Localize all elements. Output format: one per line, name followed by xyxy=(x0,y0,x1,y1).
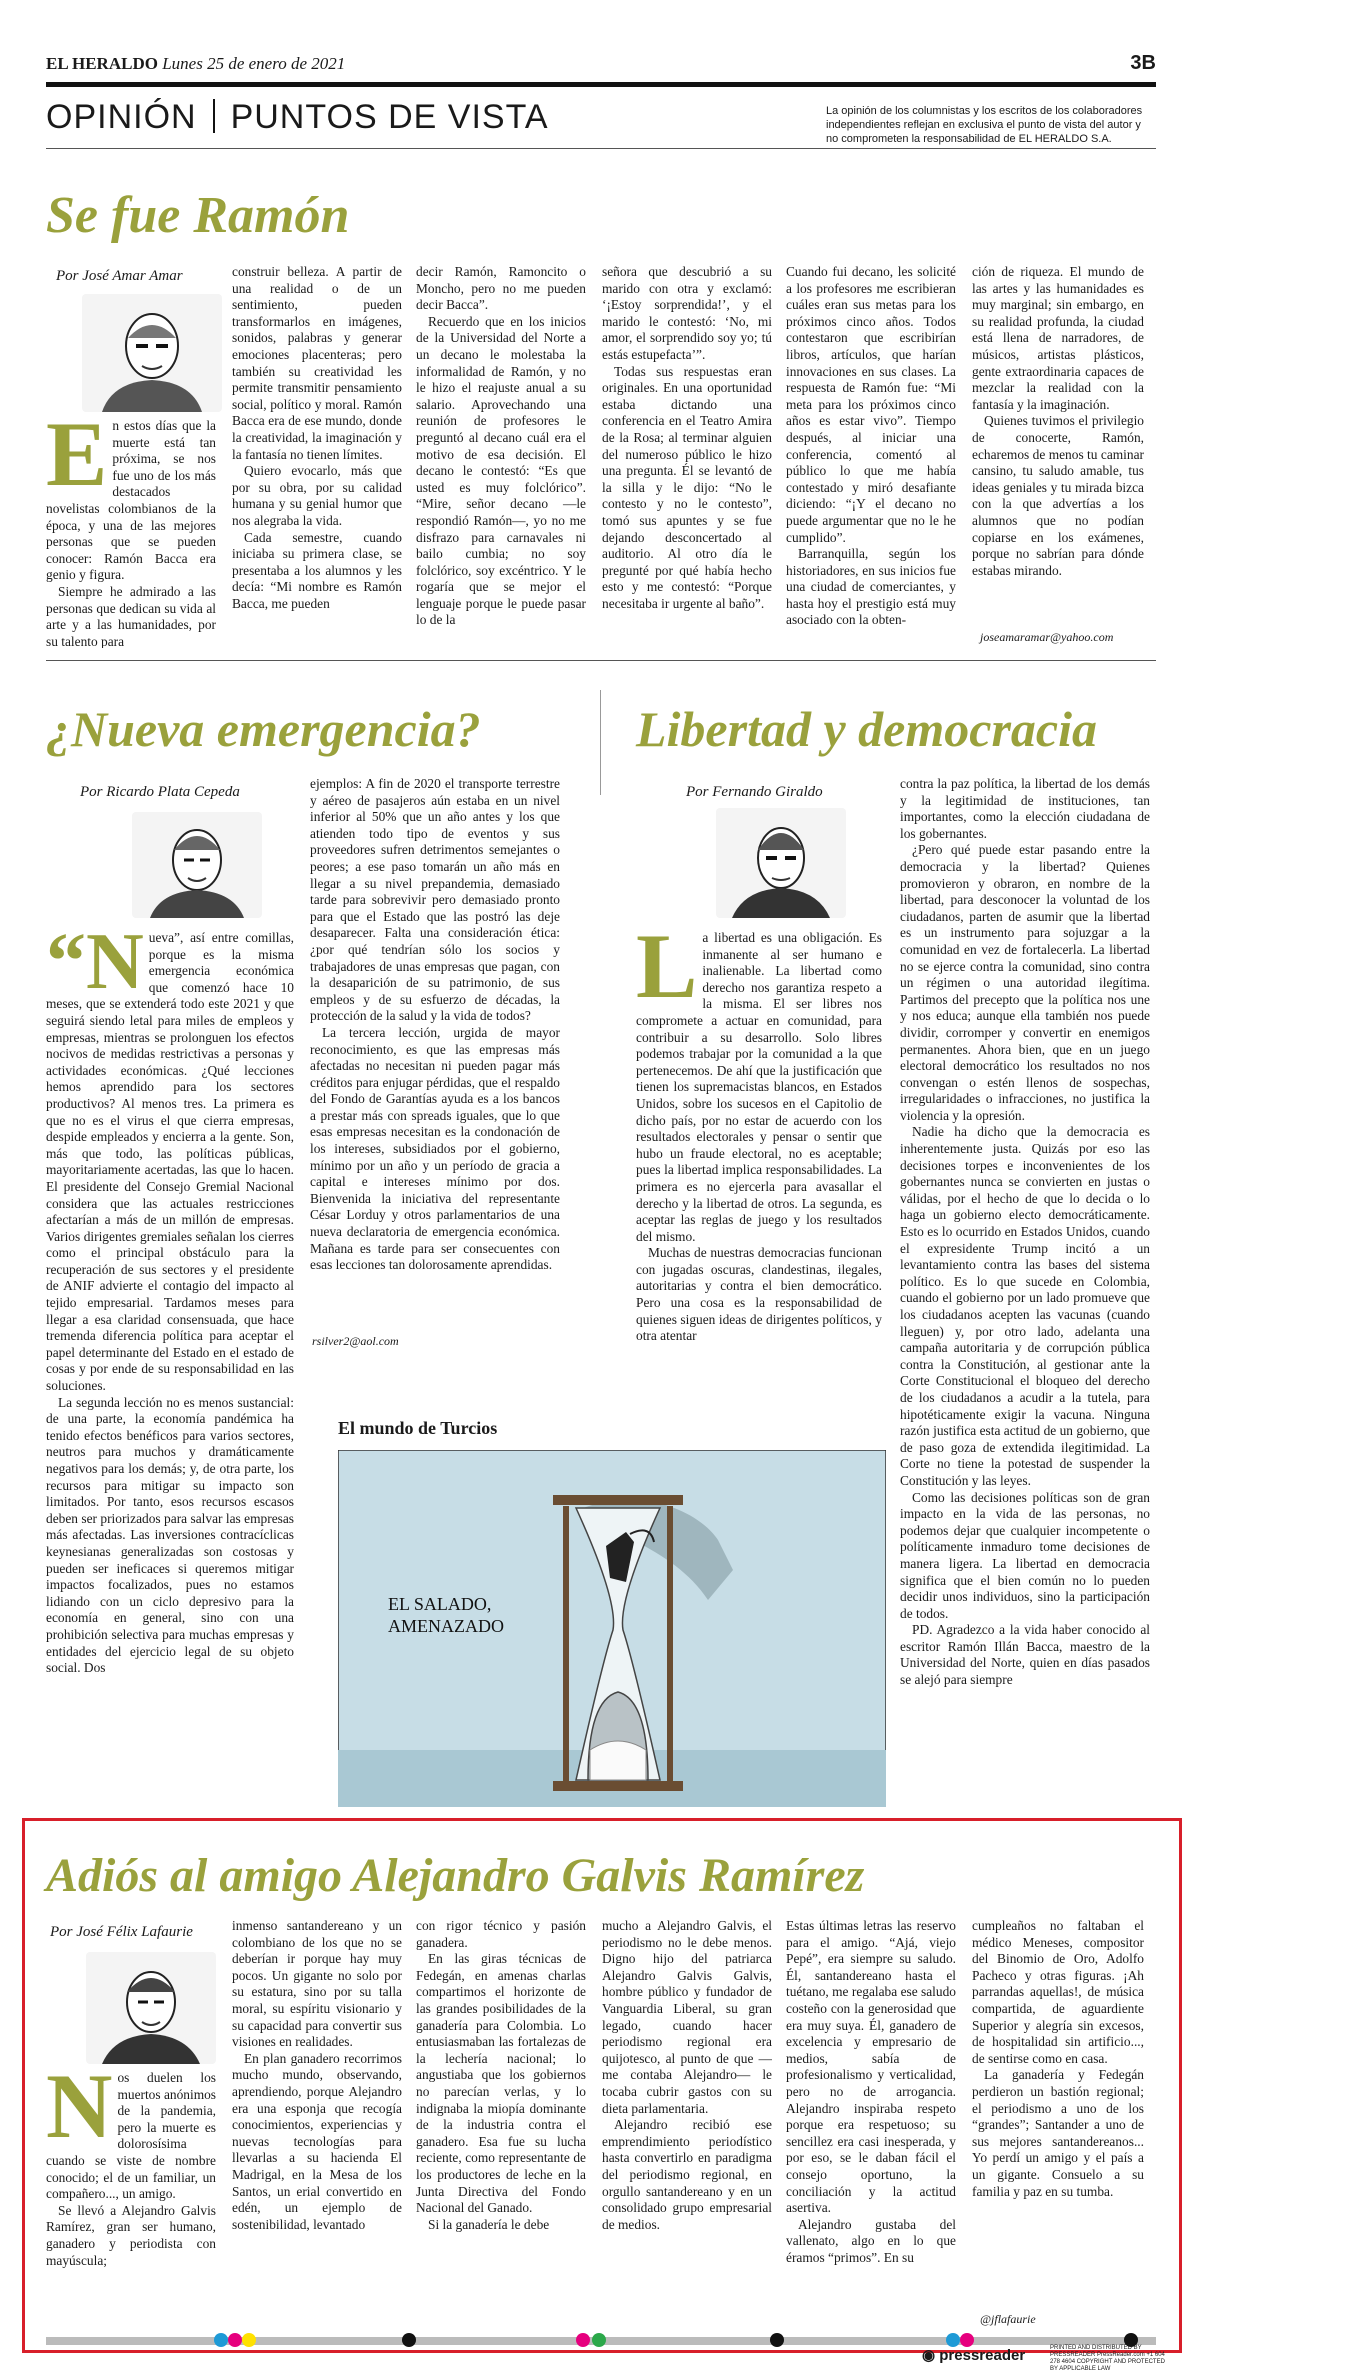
paragraph: Quiero evocarlo, más que por su obra, por su calidad humana y su genial humor que nos alegraba la vida. xyxy=(232,463,402,528)
paragraph: ejemplos: A fin de 2020 el transporte terrestre y aéreo de pasajeros aún estaba en un nivel inferior al 50% que un año antes y los que atienden todo tipo de eventos y sus proveedores sufren detrimentos semejantes o peores; a ese paso tomarán un año más en llegar a su nivel prepandemia, demasiado tarde para sobrevivir pero demasiado pronto para que el Estado que las postró las deje desaparecer. Falta una consideración ética: ¿por qué tendrían sólo los socios y trabajadores de unas empresas que pagan, con la desaparición de su patrimonio, de sus empleos y de su esfuerzo de décadas, la protección de la salud y la vida de todos? xyxy=(310,776,560,1024)
paragraph: n estos días que la muerte está tan próxima, se nos fue uno de los más destacados novelistas colombianos de la época, y una de las mejores personas que se pueden conocer: Ramón Bacca era genio y figura. xyxy=(46,418,216,583)
paragraph: ción de riqueza. El mundo de las artes y las humanidades es muy marginal; sin embargo, en su realidad profunda, la ciudad está llena de narradores, de músicos, artistas plásticos, gente extraordinaria capaces de mezclar la realidad con la fantasía y la imaginación. xyxy=(972,264,1144,412)
paragraph: con rigor técnico y pasión ganadera. xyxy=(416,1918,586,1950)
registration-dot xyxy=(960,2333,974,2347)
article-1-col-4 xyxy=(602,264,772,649)
article-4-col-4 xyxy=(602,1918,772,2332)
paragraph: Como las decisiones políticas son de gran impacto en la vida de las personas, no podemos dejar que cualquier incompetente o políticamente inmaduro tome decisiones de manera ligera. La libertad en democracia significa que el bien común no lo pueden decidir unos individuos, sino la participación de todos. xyxy=(900,1489,1150,1621)
paragraph: La ganadería y Fedegán perdieron un bastión regional; el periodismo a uno de los “grandes”; Santander a uno de sus mejores santandereanos... Yo perdí un amigo y el país a un gigante. Consuelo a su familia y paz en su tumba. xyxy=(972,2067,1144,2199)
registration-dot xyxy=(770,2333,784,2347)
pressreader-logo xyxy=(922,2346,1025,2364)
pressreader-label: pressreader xyxy=(939,2347,1026,2364)
registration-dot xyxy=(402,2333,416,2347)
paragraph: PD. Agradezco a la vida haber conocido al escritor Ramón Illán Bacca, maestro de la Universidad del Norte, quien en días pasados se alejó para siempre xyxy=(900,1622,1150,1688)
paragraph: señora que descubrió a su marido con otra y exclamó: ‘¡Estoy sorprendida!’, y el marido le contestó: ‘No, mi amor, el sorprendido soy yo; tú estás estupefacta’”. xyxy=(602,264,772,362)
paragraph: Alejandro recibió ese emprendimiento periodístico hasta convertirlo en paradigma del periodismo regional, en orgullo santandereano y en un consolidado grupo empresarial de medios. xyxy=(602,2117,772,2232)
paragraph: Todas sus respuestas eran originales. En una oportunidad estaba dictando una conferencia en el Teatro Amira de la Rosa; al terminar alguien del numeroso público le hizo una pregunta. Él se levantó de la silla y le dijo: “No le contesto y no le contesto”, tomó sus apuntes y se fue dejando desconcertado al auditorio. Al otro día le pregunté por qué había hecho esto y me contestó: “Porque necesitaba ir urgente al baño”. xyxy=(602,363,772,611)
cartoon-caption-line-2: AMENAZADO xyxy=(388,1616,504,1636)
paragraph: Muchas de nuestras democracias funcionan con jugadas oscuras, clandestinas, ilegales, autoritarias y contra el bien democrático. Pero una cosa es la responsabilidad de quienes siguen ideas de dirigentes políticos, y otra atentar xyxy=(636,1245,882,1344)
registration-dot xyxy=(228,2333,242,2347)
cartoon-title: El mundo de Turcios xyxy=(338,1418,498,1438)
column-divider xyxy=(600,690,601,795)
section-divider xyxy=(213,99,215,133)
paragraph: Cada semestre, cuando iniciaba su primera clase, se presentaba a los alumnos y les decía: “Mi nombre es Ramón Bacca, me pueden xyxy=(232,529,402,611)
article-2-col-2 xyxy=(310,776,560,1331)
article-4-portrait xyxy=(86,1952,216,2064)
article-2-col-1 xyxy=(46,930,294,1810)
article-1-byline: Por José Amar Amar xyxy=(56,268,183,284)
article-4-col-6 xyxy=(972,1918,1144,2310)
paragraph: La tercera lección, urgida de mayor reconocimiento, es que las empresas más afectadas no necesitan ni pueden pagar más créditos para enjugar pérdidas, que el respaldo del Fondo de Garantías ayuda es a los bancos a prestar más con spreads iguales, que lo que esas empresas necesitan es la condonación de los intereses, subsidiados por el gobierno, mínimo por un año y un período de gracia a capital e intereses mínimo por dos. Bienvenida la iniciativa del representante César Lorduy y otros parlamentarios de una nueva declaratoria de emergencia económica. Mañana es tarde para ser consecuentes con esas lecciones tan dolorosamente aprendidas. xyxy=(310,1024,560,1273)
issue-date: Lunes 25 de enero de 2021 xyxy=(162,54,346,73)
article-1-col-5 xyxy=(786,264,956,649)
pressreader-notice: PRINTED AND DISTRIBUTED BY PRESSREADER PressReader.com +1 604 278 4604 COPYRIGHT AND PROTECTED BY APPLICABLE LAW xyxy=(1050,2345,1165,2372)
paragraph: Siempre he admirado a las personas que dedican su vida al arte y a las humanidades, por su talento para xyxy=(46,583,216,648)
section-rule xyxy=(46,148,1156,149)
paragraph: En las giras técnicas de Fedegán, en amenas charlas compartimos el horizonte de las grandes posibilidades de la ganadería para Colombia. Lo entusiasmaban las fortalezas de la lechería nacional; lo angustiaba que los gobiernos no parecían verlas, y lo indignaba la miopía dominante de la industria contra el ganadero. Esa fue su lucha reciente, como representante de los productores de leche en la Junta Directiva del Fondo Nacional del Ganado. xyxy=(416,1951,586,2216)
article-1-col-2 xyxy=(232,264,402,649)
cartoon-image xyxy=(338,1450,886,1807)
masthead xyxy=(46,54,345,74)
paragraph: ¿Pero qué puede estar pasando entre la democracia y la libertad? Quienes promovieron y obraron, en nombre de la libertad, para desconocer la voluntad de los ciudadanos, parten de asumir que la libertad es un instrumento para sojuzgar a la comunidad en vez de fortalecerla. La libertad no se ejerce contra la comunidad, sino contra un régimen o una autoridad ilegítima. Partimos del precepto que la política nos une y nos educa; aunque ella también nos puede dividir, corromper y convertir en enemigos permanentes. Ahora bien, que en un juego electoral democrático los resultados no nos convengan o estén llenos de sospechas, irregularidades o infracciones, no justifica la violencia y la opresión. xyxy=(900,842,1150,1123)
registration-dot xyxy=(592,2333,606,2347)
page-number: 3B xyxy=(1130,52,1156,74)
article-4-dropcap: N xyxy=(46,2070,113,2157)
article-4-col-5 xyxy=(786,1918,956,2332)
article-3-col-2 xyxy=(900,776,1150,1806)
paragraph: Se llevó a Alejandro Galvis Ramírez, gran ser humano, ganadero y periodista con mayúscula; xyxy=(46,2202,216,2268)
article-4-email: @jflafaurie xyxy=(980,2312,1036,2326)
paragraph: a libertad es una obligación. Es inmanente al ser humano e inalienable. La libertad como derecho nos garantiza respeto a la misma. El ser libres nos compromete a actuar en comunidad, para contribuir a su desarrollo. Solo libres podemos trabajar por la comunidad a la que pertenecemos. De ahí que la justificación que tienen los supremacistas blancos, en Estados Unidos, sobre los sucesos en el Capitolio de dicho país, por no estar de acuerdo con los resultados electorales y pensar o sentir que hubo un fraude electoral, no es aceptable; pues la libertad implica responsabilidades. La primera es no ejercerla para avasallar el derecho y la libertad de otros. La segunda, es aceptar las reglas de juego y los resultados del mismo. xyxy=(636,930,882,1244)
paragraph: inmenso santandereano y un colombiano de los que no se deberían ir porque hay muy pocos. Un gigante no solo por su estatura, sino por su talla moral, su espíritu visionario y su capacidad para convertir sus visiones en realidades. xyxy=(232,1918,402,2050)
disclaimer: La opinión de los columnistas y los escritos de los colaboradores independientes reflejan en exclusiva el punto de vista del autor y no comprometen la responsabilidad de EL HERALDO S.A. xyxy=(826,105,1143,145)
article-1-dropcap: E xyxy=(46,418,108,505)
article-4-byline: Por José Félix Lafaurie xyxy=(50,1924,193,1940)
article-1-col-1 xyxy=(46,418,216,648)
article-3-byline: Por Fernando Giraldo xyxy=(686,784,823,800)
article-3-col-1 xyxy=(636,930,882,1392)
section-left: OPINIÓN xyxy=(46,98,197,136)
article-1-title: Se fue Ramón xyxy=(46,187,350,244)
paragraph: ueva”, así entre comillas, porque es la misma emergencia económica que comenzó hace 10 meses, que se extenderá todo este 2021 y que seguirá siendo letal para miles de empleos y empresas, mientras se prolonguen los efectos nocivos de medidas restrictivas a personas y actividades económicas. ¿Qué lecciones hemos aprendido para los sectores productivos? Al menos tres. La primera es que no es el virus el que cierra empresas, despide empleados y encierra a la gente. Son, más que todo, las políticas públicas, mayoritariamente acertadas, las que lo hacen. El presidente del Consejo Gremial Nacional considera que las actuales restricciones afectarían a más de un millón de empresas. Varios dirigentes gremiales señalan los cierres como el principal obstáculo para la recuperación de sus sectores y el presidente de ANIF advierte el contagio del impacto al tejido empresarial. Tardamos meses para llegar a esa claridad consensuada, que hace tremenda diferencia política para aceptar el papel determinante del Estado en el estado de cosas y por ende de su responsabilidad en las soluciones. xyxy=(46,930,294,1394)
paragraph: Cuando fui decano, les solicité a los profesores me escribieran cuáles eran sus metas para los próximos cinco años. Todos contestaron que escribirían libros, artículos, que harían innovaciones en sus clases. La respuesta de Ramón fue: “Mi meta para los próximos cinco años es estar vivo”. Tiempo después, al iniciar una conferencia, comentó al público lo que me había contestado y miró desafiante diciendo: “¡Y el decano no puede argumentar que no le he cumplido”. xyxy=(786,264,956,545)
registration-dot xyxy=(576,2333,590,2347)
article-4-title: Adiós al amigo Alejandro Galvis Ramírez xyxy=(46,1849,865,1902)
paragraph: La segunda lección no es menos sustancial: de una parte, la economía pandémica ha tenido efectos benéficos para varios sectores, neutros para muchos y dramáticamente negativos para los demás; y, de otra parte, los recursos para mitigar su impacto son limitados. Por tanto, esos recursos escasos deben ser priorizados para salvar las empresas más afectadas. Las inversiones contracíclicas keynesianas generalizadas son costosas y pueden ser ineficaces si queremos mitigar impactos focalizados, pues no estamos lidiando con un ciclo depresivo para la economía en general, sino con una prohibición selectiva para muchas empresas y entidades del ejercicio legal de su objeto social. Dos xyxy=(46,1394,294,1676)
article-1-email: joseamaramar@yahoo.com xyxy=(980,630,1114,644)
article-1-col-3 xyxy=(416,264,586,649)
article-3-portrait xyxy=(716,808,846,918)
registration-dot xyxy=(946,2333,960,2347)
row-rule xyxy=(46,660,1156,661)
paragraph: Estas últimas letras las reservo para el amigo. “Ajá, viejo Pepé”, era siempre su saludo. Él, santandereano hasta el tuétano, me regalaba ese saludo costeño con la generosidad que era muy suya. Él, ganadero de excelencia y empresario de medios, sabía de profesionalismo y verticalidad, pero no de arrogancia. Alejandro inspiraba respeto porque era respetuoso; su sencillez era casi inesperada, y por eso, se le daban fácil el consejo oportuno, la conciliación y la actitud asertiva. xyxy=(786,1918,956,2216)
paragraph: decir Ramón, Ramoncito o Moncho, pero no me pueden decir Bacca”. xyxy=(416,264,586,313)
article-1-col-6 xyxy=(972,264,1144,629)
article-4-col-1 xyxy=(46,2070,216,2332)
article-2-dropcap: “N xyxy=(46,930,144,1006)
article-2-portrait xyxy=(132,812,262,918)
cartoon-caption-line-1: EL SALADO, xyxy=(388,1594,492,1614)
masthead-rule xyxy=(46,82,1156,87)
registration-dot xyxy=(242,2333,256,2347)
pressreader-icon: ◉ xyxy=(922,2347,940,2364)
paragraph: os duelen los muertos anónimos de la pandemia, pero la muerte es dolorosísima cuando se viste de nombre conocido; el de un familiar, un compañero..., un amigo. xyxy=(46,2070,216,2202)
paragraph: Recuerdo que en los inicios de la Universidad del Norte a un decano le molestaba la informalidad de Ramón, y no le hizo el reajuste anual a su salario. Aprovechando una reunión de profesores le preguntó al decano cuál era el motivo de esa decisión. El decano le contestó: “Es que usted es muy folclórico”. “Mire, señor decano —le respondió Ramón—, yo no me disfrazo para carnavales ni bailo cumbia; no soy folclórico, soy excéntrico. Y le rogaría que se mejor el lenguaje porque le puede pasar lo de la xyxy=(416,313,586,628)
article-3-dropcap: L xyxy=(636,930,698,1017)
paragraph: cumpleaños no faltaban el médico Meneses, compositor del Binomio de Oro, Adolfo Pacheco y otras figuras. ¡Ah parrandas aquellas!, de música compartida, de aguardiente Superior y alegría sin excesos, de hospitalidad sin artificio..., de sentirse como en casa. xyxy=(972,1918,1144,2066)
paragraph: En plan ganadero recorrimos mucho mundo, observando, aprendiendo, porque Alejandro era una esponja que recogía conocimientos, experiencias y nuevas tecnologías para llevarlas a su hacienda El Madrigal, en la Mesa de los Santos, un erial convertido en edén, un ejemplo de sostenibilidad, levantado xyxy=(232,2050,402,2232)
article-1-portrait xyxy=(82,294,222,412)
paragraph: Nadie ha dicho que la democracia es inherentemente justa. Quizás por eso las decisiones torpes e inconvenientes de los gobernantes nunca se convierten en justas o válidas, por el hecho de que lo decida o lo haga un gobierno electo democráticamente. Esto es lo ocurrido en Estados Unidos, cuando el expresidente Trump incitó a un levantamiento contra las bases del sistema político. Es lo que sucede en Colombia, cuando el gobierno por un lado promueve que los ciudadanos acepten las vacunas (cuando lleguen) y, por otro lado, adelanta una campaña autoritaria y de corrupción pública contra la Constitución, al gestionar ante la Corte Constitucional el bloqueo del derecho de los ciudadanos a acudir a la tutela, para hipotéticamente exigir la vacuna. Ninguna razón justifica esta actitud de un gobierno, que de paso goza de extendida ilegitimidad. La Corte no tiene la potestad de suspender la Constitución y las leyes. xyxy=(900,1124,1150,1488)
article-4-col-2 xyxy=(232,1918,402,2332)
article-2-title: ¿Nueva emergencia? xyxy=(46,701,481,757)
paragraph: Alejandro gustaba del vallenato, algo en lo que éramos “primos”. En su xyxy=(786,2216,956,2265)
section-header xyxy=(46,98,549,137)
paragraph: Barranquilla, según los historiadores, en sus inicios fue una ciudad de comerciantes, y hasta hoy el prestigio está muy asociado con la obten- xyxy=(786,546,956,628)
article-3-title: Libertad y democracia xyxy=(636,701,1097,757)
paragraph: mucho a Alejandro Galvis, el periodismo no le debe menos. Digno hijo del patriarca Alejandro Galvis Galvis, hombre público y fundador de Vanguardia Liberal, su gran legado, cuando hacer periodismo regional era quijotesco, al punto de que —me contaba Alejandro— le tocaba cubrir gastos con su dieta parlamentaria. xyxy=(602,1918,772,2116)
paragraph: Quienes tuvimos el privilegio de conocerte, Ramón, echaremos de menos tu caminar cansino, tu saludo amable, tus ideas geniales y tu mirada bizca con la que advertías a los alumnos que no podían copiarse en los exámenes, porque no sabrían para dónde estabas mirando. xyxy=(972,413,1144,578)
section-right: PUNTOS DE VISTA xyxy=(230,98,549,136)
paragraph: construir belleza. A partir de una realidad o de un sentimiento, pueden transformarlos en imágenes, sonidos, palabras y generar emociones placenteras; pero también su creatividad les permite transmitir pensamiento social, político y moral. Ramón Bacca era de ese mundo, donde la creatividad, la imaginación y la fantasía no tienen límites. xyxy=(232,264,402,462)
registration-dot xyxy=(214,2333,228,2347)
paragraph: contra la paz política, la libertad de los demás y la legitimidad de instituciones, tan importantes, como la elección ciudadana de los gobernantes. xyxy=(900,776,1150,841)
article-2-email: rsilver2@aol.com xyxy=(312,1334,399,1348)
paper-name: EL HERALDO xyxy=(46,54,158,73)
article-2-byline: Por Ricardo Plata Cepeda xyxy=(80,784,240,800)
paragraph: Si la ganadería le debe xyxy=(428,2216,550,2232)
article-4-col-3 xyxy=(416,1918,586,2332)
